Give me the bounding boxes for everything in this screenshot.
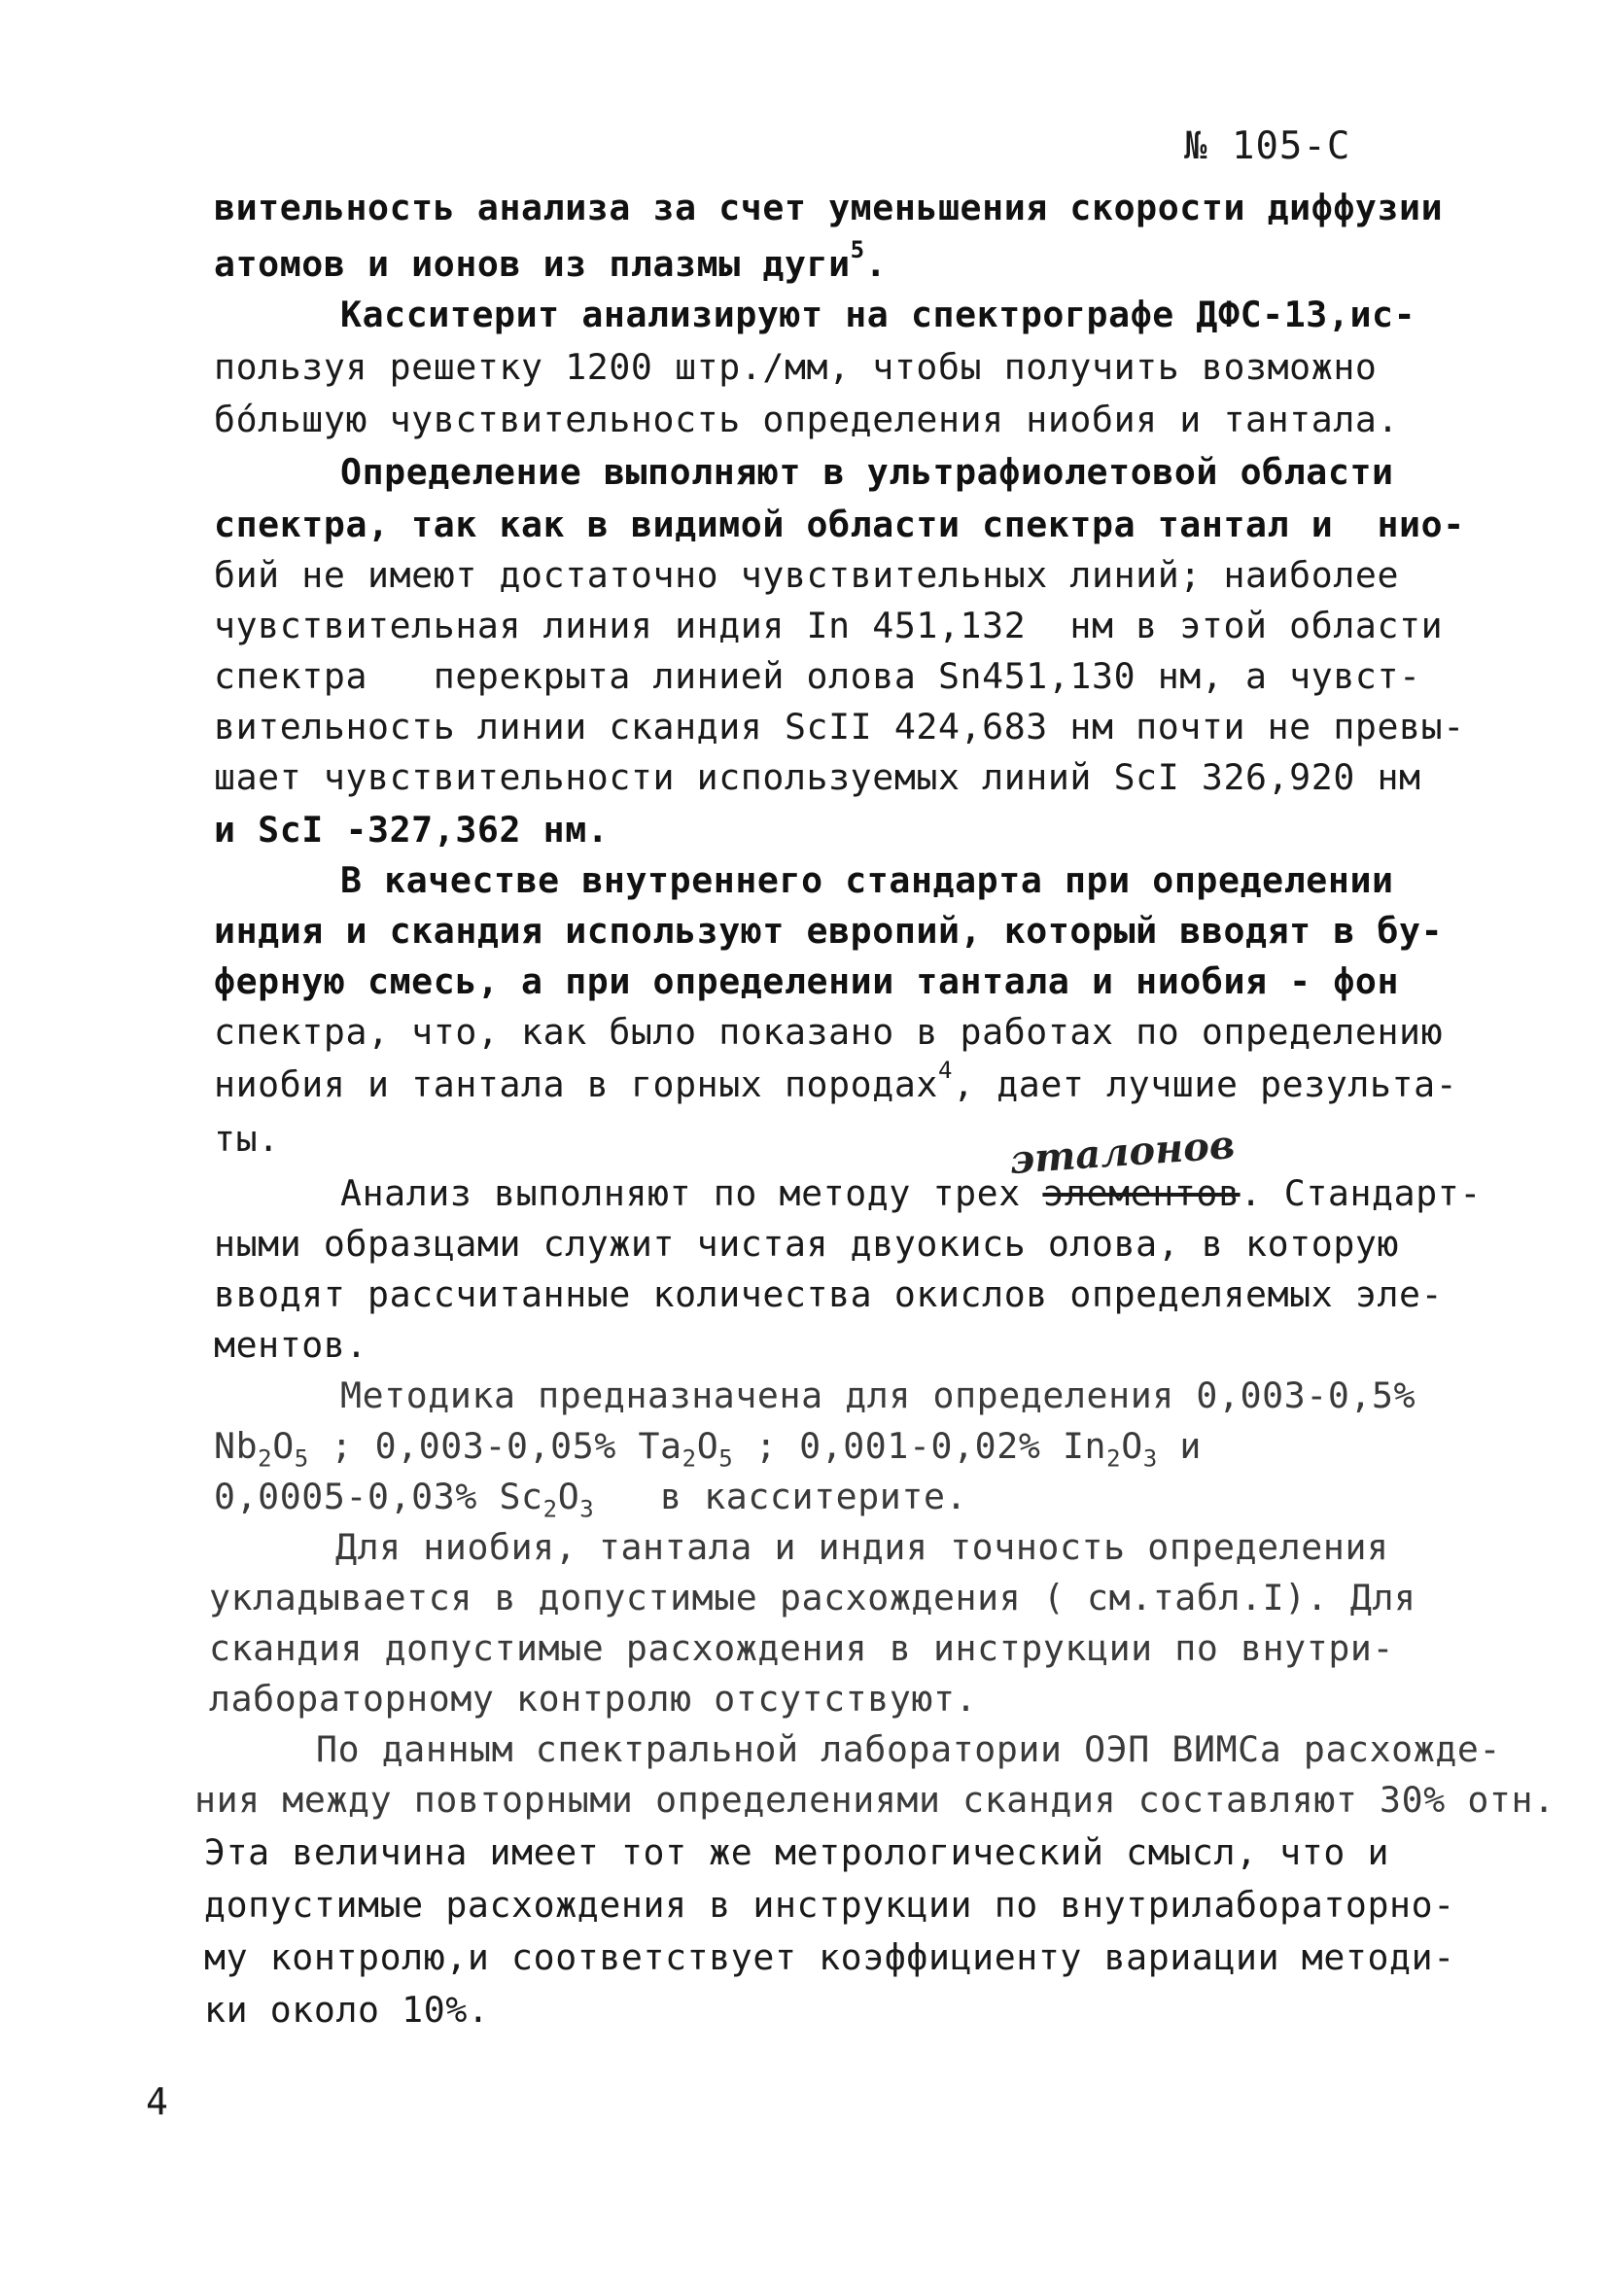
subscript: 2 <box>682 1444 697 1473</box>
page-number: 4 <box>146 2080 168 2123</box>
text-line: Эта величина имеет тот же метрологический смысл, что и <box>204 1831 1390 1873</box>
text-line: пользуя решетку 1200 штр./мм, чтобы получить возможно <box>214 346 1378 388</box>
text-line: шает чувствительности используемых линий ScI 326,920 нм <box>214 756 1421 798</box>
formula-o: O <box>696 1425 719 1467</box>
text-line <box>214 1425 1202 1473</box>
text-line: лабораторному контролю отсутствуют. <box>209 1678 978 1720</box>
footnote-reference: 4 <box>937 1056 954 1084</box>
struck-out-word: элементов <box>1042 1172 1241 1214</box>
text-line: бий не имеют достаточно чувствительных линий; наиболее <box>214 554 1400 596</box>
text-line: ния между повторными определениями скандия составляют 30% отн. <box>194 1779 1556 1821</box>
document-number: № 105-С <box>1184 124 1351 168</box>
text-line: укладывается в допустимые расхождения ( см.табл.I). Для <box>209 1577 1416 1618</box>
subscript: 2 <box>542 1495 558 1523</box>
text-line: вводят рассчитанные количества окислов определяемых эле- <box>214 1273 1444 1315</box>
text-line: бо́льшую чувствительность определения ниобия и тантала. <box>214 399 1400 440</box>
text-segment: в касситерите. <box>594 1476 968 1517</box>
text-segment: ; 0,003-0,05% Ta <box>308 1425 682 1467</box>
text-segment: ниобия и тантала в горных породах <box>214 1063 938 1105</box>
text-line: чувствительная линия индия In 451,132 нм в этой области <box>214 605 1444 646</box>
text-segment: атомов и ионов из плазмы дуги <box>214 243 851 285</box>
text-segment: Анализ выполняют по методу трех <box>340 1172 1043 1214</box>
text-segment: , дает лучшие результа- <box>953 1063 1458 1105</box>
text-line: По данным спектральной лаборатории ОЭП ВИМСа расхожде- <box>316 1728 1502 1770</box>
text-line: ки около 10%. <box>204 1989 490 2031</box>
text-line <box>214 1056 1458 1105</box>
subscript: 3 <box>579 1495 595 1523</box>
text-segment: . <box>864 243 888 285</box>
subscript: 2 <box>258 1444 273 1473</box>
text-line <box>340 1172 1482 1214</box>
text-line: Методика предназначена для определения 0,003-0,5% <box>340 1374 1416 1416</box>
text-segment: ; 0,001-0,02% In <box>733 1425 1107 1467</box>
text-line: допустимые расхождения в инструкции по внутрилабораторно- <box>204 1884 1455 1926</box>
formula-o: O <box>1121 1425 1143 1467</box>
text-line: и ScI -327,362 нм. <box>214 809 610 851</box>
text-line: ферную смесь, а при определении тантала и ниобия - фон <box>214 960 1400 1002</box>
text-line: Определение выполняют в ультрафиолетовой области <box>340 451 1394 493</box>
text-line: спектра перекрыта линией олова Sn451,130 нм, а чувст- <box>214 655 1421 697</box>
text-line: индия и скандия используют европий, который вводят в бу- <box>214 910 1444 952</box>
text-line: ными образцами служит чистая двуокись олова, в которую <box>214 1223 1400 1265</box>
text-line <box>214 235 888 285</box>
formula-o: O <box>272 1425 295 1467</box>
handwritten-correction: эталонов <box>1007 1121 1237 1184</box>
text-line: ты. <box>214 1118 280 1160</box>
text-line <box>214 1476 968 1523</box>
footnote-reference: 5 <box>850 235 865 263</box>
text-segment: 0,0005-0,03% Sc <box>214 1476 543 1517</box>
subscript: 3 <box>1142 1444 1158 1473</box>
text-line: вительность линии скандия ScII 424,683 нм почти не превы- <box>214 706 1465 748</box>
text-segment: и <box>1157 1425 1202 1467</box>
text-line: спектра, что, как было показано в работах по определению <box>214 1011 1444 1053</box>
formula-o: O <box>557 1476 580 1517</box>
text-line: скандия допустимые расхождения в инструкции по внутри- <box>209 1627 1395 1669</box>
subscript: 2 <box>1106 1444 1122 1473</box>
text-line: спектра, так как в видимой области спектра тантал и нио- <box>214 504 1465 545</box>
text-line: Касситерит анализируют на спектрографе ДФС-13,ис- <box>340 294 1416 335</box>
formula-nb: Nb <box>214 1425 259 1467</box>
text-line: вительность анализа за счет уменьшения скорости диффузии <box>214 187 1444 228</box>
text-line: В качестве внутреннего стандарта при определении <box>340 859 1394 901</box>
text-line: ментов. <box>214 1324 368 1366</box>
text-line: Для ниобия, тантала и индия точность определения <box>335 1526 1389 1568</box>
subscript: 5 <box>294 1444 309 1473</box>
subscript: 5 <box>718 1444 734 1473</box>
text-line: му контролю,и соответствует коэффициенту вариации методи- <box>204 1936 1455 1978</box>
text-segment: . Стандарт- <box>1240 1172 1482 1214</box>
